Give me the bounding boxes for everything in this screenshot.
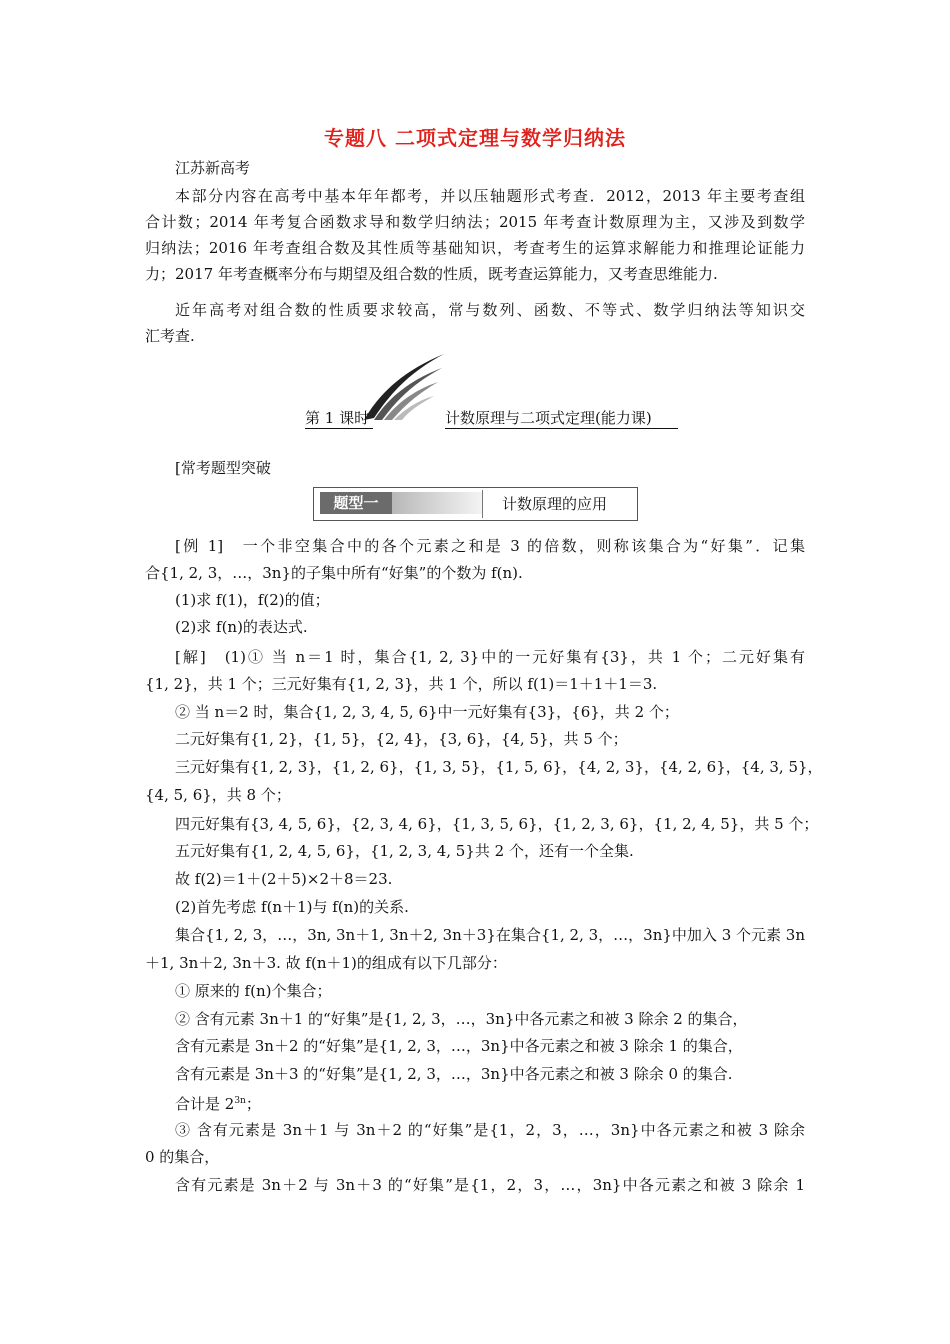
intro-label: 江苏新高考 <box>175 159 251 177</box>
topic-badge-gradient <box>392 492 482 514</box>
total-suffix: ； <box>245 1095 261 1113</box>
solution-text-line: 二元好集有{1, 2}，{1, 5}，{2, 4}，{3, 6}，{4, 5}，共 5 个； <box>175 730 628 748</box>
total-exponent: 3n <box>234 1096 246 1106</box>
intro-paragraph-line: 近年高考对组合数的性质要求较高，常与数列、函数、不等式、数学归纳法等知识交 <box>175 301 805 319</box>
solution-text-line: 含有元素是 3n＋2 与 3n＋3 的“好集”是{1，2，3，…，3n}中各元素之和被 3 除余 1 <box>175 1176 805 1194</box>
intro-paragraph-line: 力；2017 年考查概率分布与期望及组合数的性质，既考查运算能力，又考查思维能力. <box>145 265 718 283</box>
solution-text-line: 三元好集有{1, 2, 3}，{1, 2, 6}，{1, 3, 5}，{1, 5, 6}，{4, 2, 3}，{4, 2, 6}，{4, 3, 5}， <box>175 758 823 776</box>
intro-paragraph-line: 合计数；2014 年考复合函数求导和数学归纳法；2015 年考查计数原理为主，又涉及到数学 <box>145 213 805 231</box>
solution-text-line: 含有元素是 3n＋3 的“好集”是{1, 2, 3，…，3n}中各元素之和被 3 除余 0 的集合. <box>175 1065 733 1083</box>
topic-badge: 题型一 <box>320 492 392 514</box>
solution-text-line: ＋1, 3n＋2, 3n＋3. 故 f(n＋1)的组成有以下几部分： <box>145 954 507 972</box>
solution-text-line: ③ 含有元素是 3n＋1 与 3n＋2 的“好集”是{1，2，3，…，3n}中各元素之和被 3 除余 <box>175 1121 805 1139</box>
total-prefix: 合计是 2 <box>175 1095 235 1113</box>
example-text-line: [例 1] 一个非空集合中的各个元素之和是 3 的倍数，则称该集合为“好集”．记集 <box>175 537 805 555</box>
section-label: [常考题型突破 <box>175 459 271 477</box>
solution-text-line: 故 f(2)＝1＋(2＋5)×2＋8＝23. <box>175 870 393 888</box>
example-text-line: (2)求 f(n)的表达式. <box>175 618 308 636</box>
example-text-line: (1)求 f(1)，f(2)的值； <box>175 591 330 609</box>
lesson-number: 第 1 课时 <box>305 409 370 427</box>
lesson-number-underline <box>305 428 373 429</box>
topic-title: 计数原理的应用 <box>502 495 608 513</box>
topic-header-box <box>313 487 638 521</box>
solution-text-line: {1, 2}，共 1 个；三元好集有{1, 2, 3}，共 1 个，所以 f(1)＝1＋1＋1＝3. <box>145 675 658 693</box>
solution-text-line: ② 含有元素 3n＋1 的“好集”是{1, 2, 3，…，3n}中各元素之和被 3 除余 2 的集合， <box>175 1010 748 1028</box>
solution-text-line: ① 原来的 f(n)个集合； <box>175 982 332 1000</box>
example-text-line: 合{1, 2, 3，…，3n}的子集中所有“好集”的个数为 f(n). <box>145 564 523 582</box>
intro-paragraph-line: 汇考查. <box>145 327 195 345</box>
solution-text-line: {4, 5, 6}，共 8 个； <box>145 786 291 804</box>
topic-divider <box>482 490 483 518</box>
solution-text-line: 含有元素是 3n＋2 的“好集”是{1, 2, 3，…，3n}中各元素之和被 3 除余 1 的集合， <box>175 1037 743 1055</box>
solution-text-line: 四元好集有{3, 4, 5, 6}，{2, 3, 4, 6}，{1, 3, 5, 6}，{1, 2, 3, 6}，{1, 2, 4, 5}，共 5 个； <box>175 815 819 833</box>
page-title: 专题八 二项式定理与数学归纳法 <box>324 126 626 150</box>
solution-text-line: [解] (1)① 当 n＝1 时，集合{1, 2, 3}中的一元好集有{3}，共 1 个；二元好集有 <box>175 648 805 666</box>
solution-text-line: 五元好集有{1, 2, 4, 5, 6}，{1, 2, 3, 4, 5}共 2 个，还有一个全集. <box>175 842 634 860</box>
intro-paragraph-line: 本部分内容在高考中基本年年都考，并以压轴题形式考查．2012，2013 年主要考查组 <box>175 187 805 205</box>
swoosh-emblem-icon <box>360 352 450 424</box>
lesson-name-underline <box>445 428 678 429</box>
total-line <box>175 1091 261 1114</box>
solution-text-line: 集合{1, 2, 3，…，3n, 3n＋1, 3n＋2, 3n＋3}在集合{1, 2, 3，…，3n}中加入 3 个元素 3n <box>175 926 805 944</box>
solution-text-line: ② 当 n＝2 时，集合{1, 2, 3, 4, 5, 6}中一元好集有{3}，{6}，共 2 个； <box>175 703 679 721</box>
solution-text-line: (2)首先考虑 f(n＋1)与 f(n)的关系. <box>175 898 409 916</box>
intro-paragraph-line: 归纳法；2016 年考查组合数及其性质等基础知识，考查考生的运算求解能力和推理论证能力 <box>145 239 805 257</box>
solution-text-line: 0 的集合， <box>145 1148 220 1166</box>
lesson-name: 计数原理与二项式定理(能力课) <box>445 409 652 427</box>
